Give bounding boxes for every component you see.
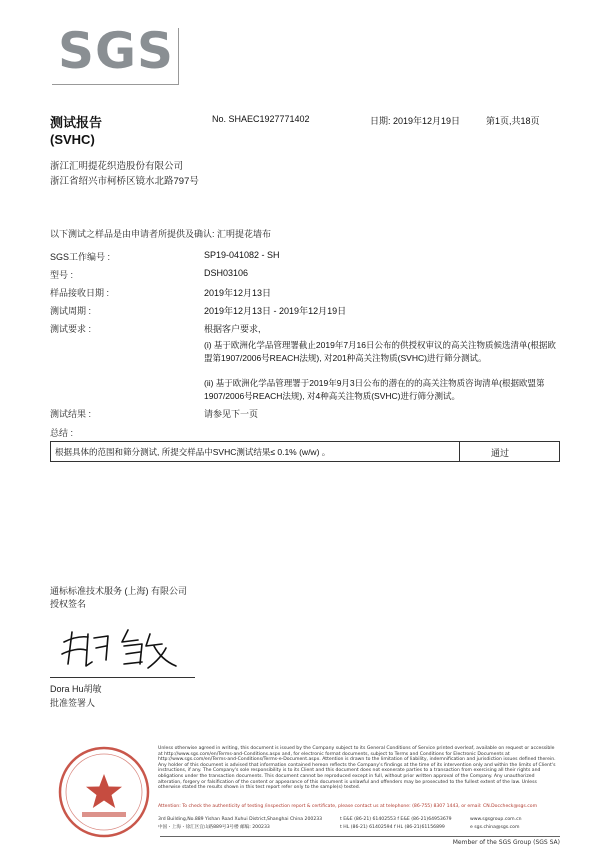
member-note: Member of the SGS Group (SGS SA) xyxy=(452,839,560,846)
report-number: No. SHAEC1927771402 xyxy=(212,114,310,124)
field-value: DSH03106 xyxy=(204,268,249,278)
field-label: SGS工作编号 : xyxy=(50,252,111,262)
sample-intro: 以下测试之样品是由申请者所提供及确认: 汇明提花墙布 xyxy=(50,229,272,239)
field-value: 2019年12月13日 - 2019年12月19日 xyxy=(204,306,347,316)
phone-cn: t HL (86-21) 61402594 f HL (86-21)61156899 xyxy=(340,825,445,830)
requirement-item-2: (ii) 基于欧洲化学品管理署于2019年9月3日公布的潜在的的高关注物质咨询清单(根据欧盟第1907/2006号REACH法规), 对4种高关注物质(SVHC)进行筛分测试。 xyxy=(204,378,545,401)
report-title: 测试报告 xyxy=(50,115,103,130)
client-name: 浙江汇明提花织造股份有限公司 xyxy=(50,161,184,172)
signer-role: 批准签署人 xyxy=(50,698,96,708)
summary-cell xyxy=(51,442,460,461)
field-label: 样品接收日期 : xyxy=(50,288,110,298)
footer-divider xyxy=(160,836,560,837)
sgs-logo: SGS xyxy=(58,22,175,80)
field-value: 根据客户要求, xyxy=(204,324,261,334)
sign-label: 授权签名 xyxy=(50,599,87,609)
summary-table xyxy=(50,441,560,462)
field-value: 2019年12月13日 xyxy=(204,288,272,298)
summary-text: 根据具体的范围和筛分测试, 所提交样品中SVHC测试结果≤ 0.1% (w/w) 。 xyxy=(55,447,331,457)
address-en: 3rd Building,No.889 Yishan Road Xuhui District,Shanghai China 200233 xyxy=(158,817,323,822)
signature-line xyxy=(50,677,195,678)
company-seal xyxy=(56,744,152,840)
result-value: 请参见下一页 xyxy=(204,409,259,419)
field-label: 测试要求 : xyxy=(50,324,92,334)
result-label: 测试结果 : xyxy=(50,409,92,419)
email: e sgs.china@sgs.com xyxy=(470,825,520,830)
field-value: SP19-041082 - SH xyxy=(204,250,280,260)
website: www.sgsgroup.com.cn xyxy=(470,817,522,822)
page-number: 第1页,共18页 xyxy=(486,116,540,126)
handwritten-signature xyxy=(58,624,188,674)
verdict: 通过 xyxy=(491,448,510,458)
phone-en: t E&E (86-21) 61402553 f E&E (86-21)64953679 xyxy=(340,817,452,822)
company-name: 通标标准技术服务 (上海) 有限公司 xyxy=(50,586,187,596)
legal-disclaimer: Unless otherwise agreed in writing, this document is issued by the Company subject to its General Conditions of Service printed overleaf, available on request or accessible at http://www.sgs.com/en/Terms-and-Conditions.aspx and, for electronic format documents, subject to Terms and Conditions for Electronic Documents at http://www.sgs.com/en/Terms-and-Conditions/Terms-e-Document.aspx. Attention is drawn to the limitation of liability, indemnification and jurisdiction issues defined therein. Any holder of this document is advised that information contained hereon reflects the Company's findings at the time of its intervention only and within the limits of Client's instructions, if any. The Company's sole responsibility is to its Client and this document does not exonerate parties to a transaction from exercising all their rights and obligations under the transaction documents. This document cannot be reproduced except in full, without prior written approval of the Company. Any unauthorized alteration, forgery or falsification of the content or appearance of this document is unlawful and offenders may be prosecuted to the fullest extent of the law. Unless otherwise stated the results shown in this test report refer only to the sample(s) tested. xyxy=(158,746,556,791)
address-cn: 中国・上海・徐汇区宜山路889号3号楼 邮编: 200233 xyxy=(158,825,270,830)
client-address: 浙江省绍兴市柯桥区镜水北路797号 xyxy=(50,176,199,187)
summary-label: 总结 : xyxy=(50,428,74,438)
report-subtitle: (SVHC) xyxy=(50,132,95,147)
report-date: 日期: 2019年12月19日 xyxy=(370,116,461,126)
authenticity-notice: Attention: To check the authenticity of testing /inspection report & certificate, please contact us at telephone: (86-755) 8307 1443, or email: CN.Doccheck@sgs.com xyxy=(158,804,538,809)
field-label: 测试周期 : xyxy=(50,306,92,316)
signer-name: Dora Hu胡敏 xyxy=(50,684,102,694)
field-label: 型号 : xyxy=(50,270,74,280)
requirement-item-1: (i) 基于欧洲化学品管理署截止2019年7月16日公布的供授权审议的高关注物质候选清单(根据欧盟第1907/2006号REACH法规), 对201种高关注物质(SVHC)进行筛分测试。 xyxy=(204,340,556,363)
